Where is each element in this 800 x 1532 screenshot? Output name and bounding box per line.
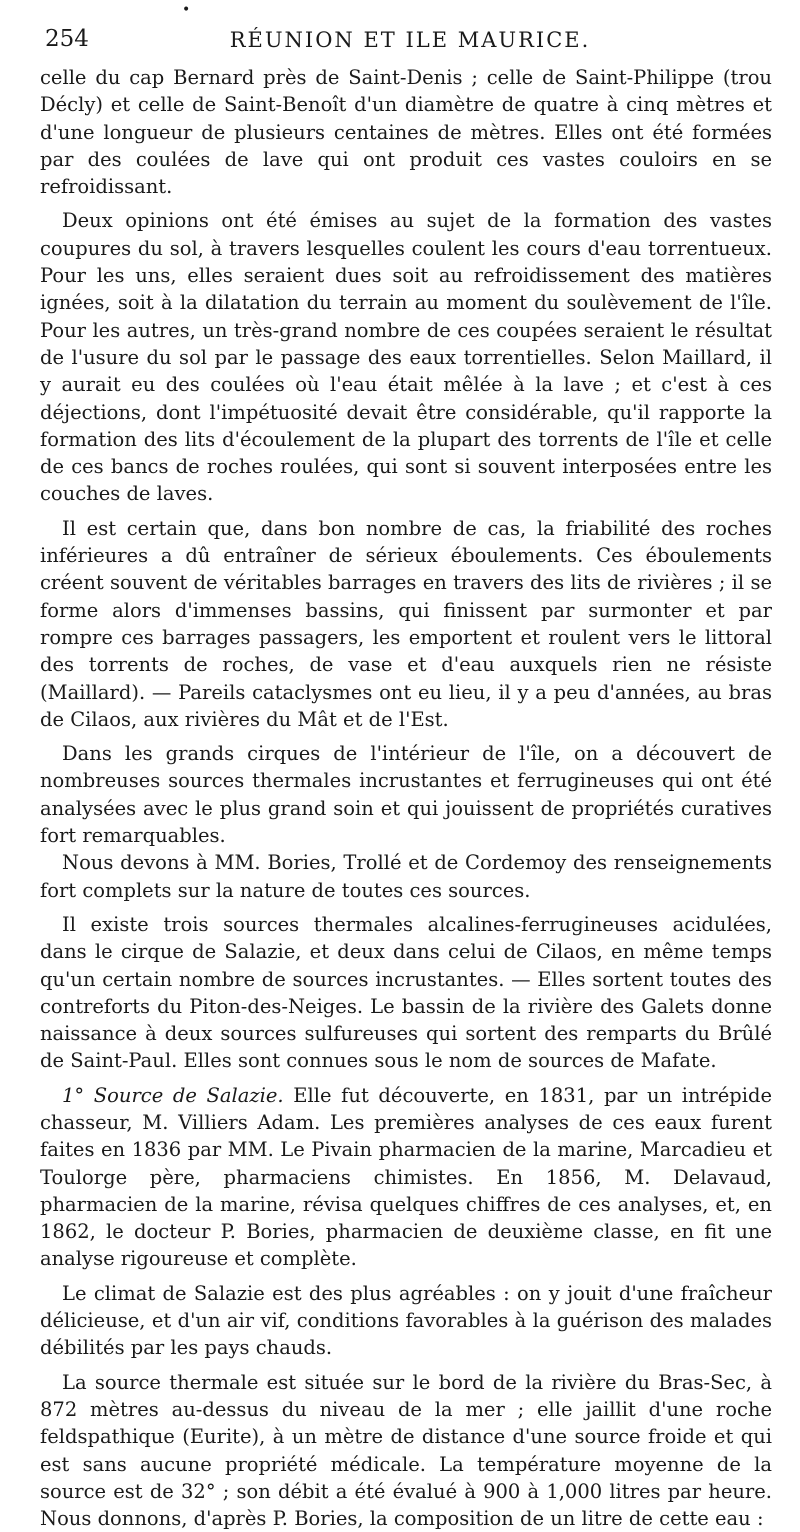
running-title: RÉUNION ET ILE MAURICE. bbox=[229, 28, 591, 52]
paragraph-2: Deux opinions ont été émises au sujet de la formation des vastes coupures du sol, à travers lesquelles coulent les cours d'eau torrentueux. Pour les uns, elles seraient dues soit au refroidissement des matières ignées, soit à la dilatation du terrain au moment du soulèvement de l'île. Pour les autres, un très-grand nombre de ces coupées seraient le résultat de l'usure du sol par le passage des eaux torrentielles. Selon Maillard, il y aurait eu des coulées où l'eau était mêlée à la lave ; et c'est à ces déjections, dont l'impétuosité devait être considérable, qu'il rapporte la formation des lits d'écoulement de la plupart des torrents de l'île et celle de ces bancs de roches roulées, qui sont si souvent interposées entre les couches de laves. bbox=[40, 209, 772, 506]
paragraph-7 bbox=[40, 1082, 772, 1273]
section-text: Elle fut découverte, en 1831, par un intrépide chasseur, M. Villiers Adam. Les premières analyses de ces eaux furent faites en 1836 par MM. Le Pivain pharmacien de la marine, Marcadieu et Toulorge père, pharmaciens chimistes. En 1856, M. Delavaud, pharmacien de la marine, révisa quelques chiffres de ces analyses, et, en 1862, le docteur P. Bories, pharmacien de deuxième classe, en fit une analyse rigoureuse et complète. bbox=[40, 1083, 773, 1271]
paragraph-6: Il existe trois sources thermales alcalines-ferrugineuses acidulées, dans le cirque de Salazie, et deux dans celui de Cilaos, en même temps qu'un certain nombre de sources incrustantes. — Elles sortent toutes des contreforts du Piton-des-Neiges. Le bassin de la rivière des Galets donne naissance à deux sources sulfureuses qui sortent des remparts du Brûlé de Saint-Paul. Elles sont connues sous le nom de sources de Mafate. bbox=[40, 912, 772, 1073]
paragraph-8: Le climat de Salazie est des plus agréables : on y jouit d'une fraîcheur délicieuse, et d'un air vif, conditions favorables à la guérison des malades débilités par les pays chauds. bbox=[40, 1281, 772, 1360]
section-heading: 1° Source de Salazie. bbox=[62, 1083, 284, 1107]
paragraph-1: celle du cap Bernard près de Saint-Denis ; celle de Saint-Philippe (trou Décly) et celle de Saint-Benoît d'un diamètre de quatre à cinq mètres et d'une longueur de plusieurs centaines de mètres. Elles ont été formées par des coulées de lave qui ont produit ces vastes couloirs en se refroidissant. bbox=[40, 66, 772, 199]
page-number: 254 bbox=[45, 26, 89, 52]
paragraph-9: La source thermale est située sur le bord de la rivière du Bras-Sec, à 872 mètres au-dessus du niveau de la mer ; elle jaillit d'une roche feldspathique (Eurite), à un mètre de distance d'une source froide et qui est sans aucune propriété médicale. La température moyenne de la source est de 32° ; son débit a été évalué à 900 à 1,000 litres par heure. Nous donnons, d'après P. Bories, la composition de un litre de cette eau : bbox=[40, 1370, 772, 1531]
print-mark: • bbox=[182, 2, 191, 18]
body-text bbox=[40, 64, 772, 1532]
paragraph-3: Il est certain que, dans bon nombre de cas, la friabilité des roches inférieures a dû entraîner de sérieux éboulements. Ces éboulements créent souvent de véritables barrages en travers des lits de rivières ; il se forme alors d'immenses bassins, qui finissent par surmonter et par rompre ces barrages passagers, les emportent et roulent vers le littoral des torrents de roches, de vase et d'eau auxquels rien ne résiste (Maillard). — Pareils cataclysmes ont eu lieu, il y a peu d'années, au bras de Cilaos, aux rivières du Mât et de l'Est. bbox=[40, 516, 772, 731]
paragraph-4: Dans les grands cirques de l'intérieur de l'île, on a découvert de nombreuses sources thermales incrustantes et ferrugineuses qui ont été analysées avec le plus grand soin et qui jouissent de propriétés curatives fort remarquables. bbox=[40, 742, 772, 848]
paragraph-5: Nous devons à MM. Bories, Trollé et de Cordemoy des renseignements fort complets sur la nature de toutes ces sources. bbox=[40, 851, 772, 902]
page-header bbox=[45, 26, 775, 62]
